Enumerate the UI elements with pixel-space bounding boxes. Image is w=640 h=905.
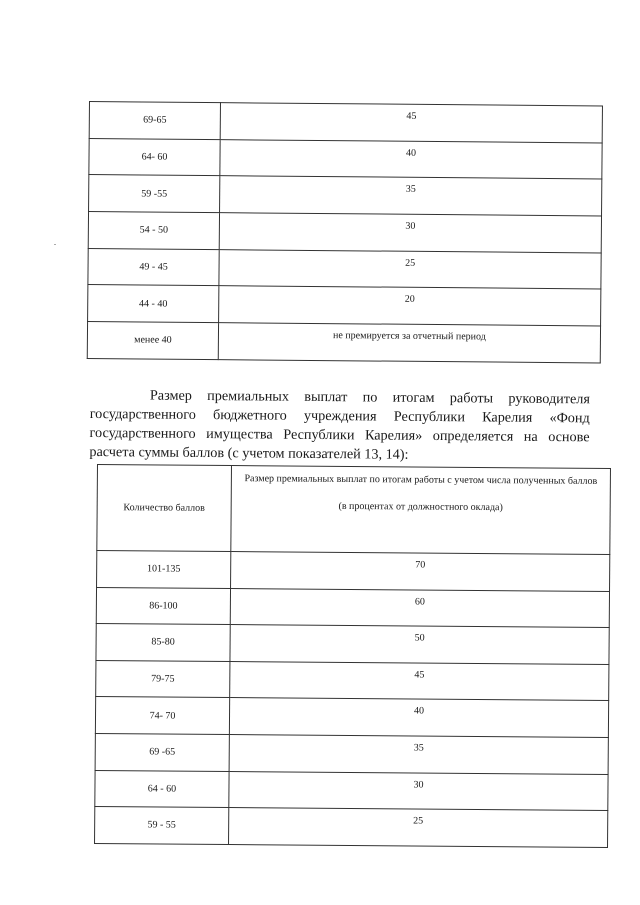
- table-header-row: [97, 465, 611, 555]
- header-percent-col: [231, 466, 611, 555]
- percent-cell: 35: [220, 176, 602, 216]
- percent-cell: 40: [229, 698, 608, 738]
- score-cell: 101-135: [97, 551, 231, 589]
- percent-cell: 20: [219, 286, 601, 326]
- table-row: [95, 697, 608, 738]
- table-row: [95, 807, 608, 848]
- score-cell: 49 - 45: [88, 248, 219, 286]
- table-row: [96, 587, 609, 628]
- table-row: [88, 248, 601, 289]
- score-cell: 86-100: [96, 587, 230, 625]
- body-paragraph: Размер премиальных выплат по итогам работы руководителя государственного бюджетного учреждения Республики Карелия «Фонд государственного имущества Республики Карелия» определяется на основе расчета суммы баллов (с учетом показателей 13, 14):: [89, 387, 590, 463]
- percent-cell: 30: [229, 771, 608, 811]
- percent-cell: 45: [220, 103, 602, 143]
- table-row: [88, 212, 601, 253]
- score-cell: 74- 70: [95, 697, 229, 735]
- percent-cell: 25: [219, 249, 601, 289]
- score-cell: 59 - 55: [95, 807, 229, 845]
- table-row: [97, 551, 610, 592]
- header-percent-subtitle: (в процентах от должностного оклада): [338, 500, 503, 514]
- score-cell: 79-75: [96, 660, 230, 698]
- table-row: [96, 624, 609, 665]
- header-percent-title: Размер премиальных выплат по итогам работы с учетом числа полученных баллов: [244, 473, 598, 487]
- percent-cell: 70: [231, 552, 610, 592]
- score-cell: 69 -65: [95, 733, 229, 771]
- score-cell: 54 - 50: [88, 212, 219, 250]
- score-cell: 44 - 40: [88, 285, 219, 323]
- table-row: [87, 322, 600, 363]
- scan-mark: [54, 244, 56, 245]
- table-row: [89, 102, 602, 143]
- table-row: [89, 175, 602, 216]
- percent-cell: 50: [230, 625, 609, 665]
- score-cell: 69-65: [89, 102, 220, 140]
- table-row: [95, 770, 608, 811]
- table-row: [96, 660, 609, 701]
- bonus-table-continued: [87, 101, 603, 363]
- table-row: [88, 285, 601, 326]
- table-row: [89, 138, 602, 179]
- score-cell: 64 - 60: [95, 770, 229, 808]
- header-score-col: Количество баллов: [97, 465, 232, 552]
- table-row: [95, 733, 608, 774]
- score-cell: 85-80: [96, 624, 230, 662]
- percent-cell: 45: [230, 661, 609, 701]
- percent-cell: 60: [230, 588, 609, 628]
- score-cell: менее 40: [87, 322, 218, 360]
- percent-cell: 30: [219, 213, 601, 253]
- bonus-table: [94, 464, 611, 848]
- percent-cell: 25: [229, 808, 608, 848]
- score-cell: 64- 60: [89, 138, 220, 176]
- percent-cell: не премируется за отчетный период: [218, 323, 600, 363]
- score-cell: 59 -55: [89, 175, 220, 213]
- percent-cell: 35: [229, 735, 608, 775]
- percent-cell: 40: [220, 139, 602, 179]
